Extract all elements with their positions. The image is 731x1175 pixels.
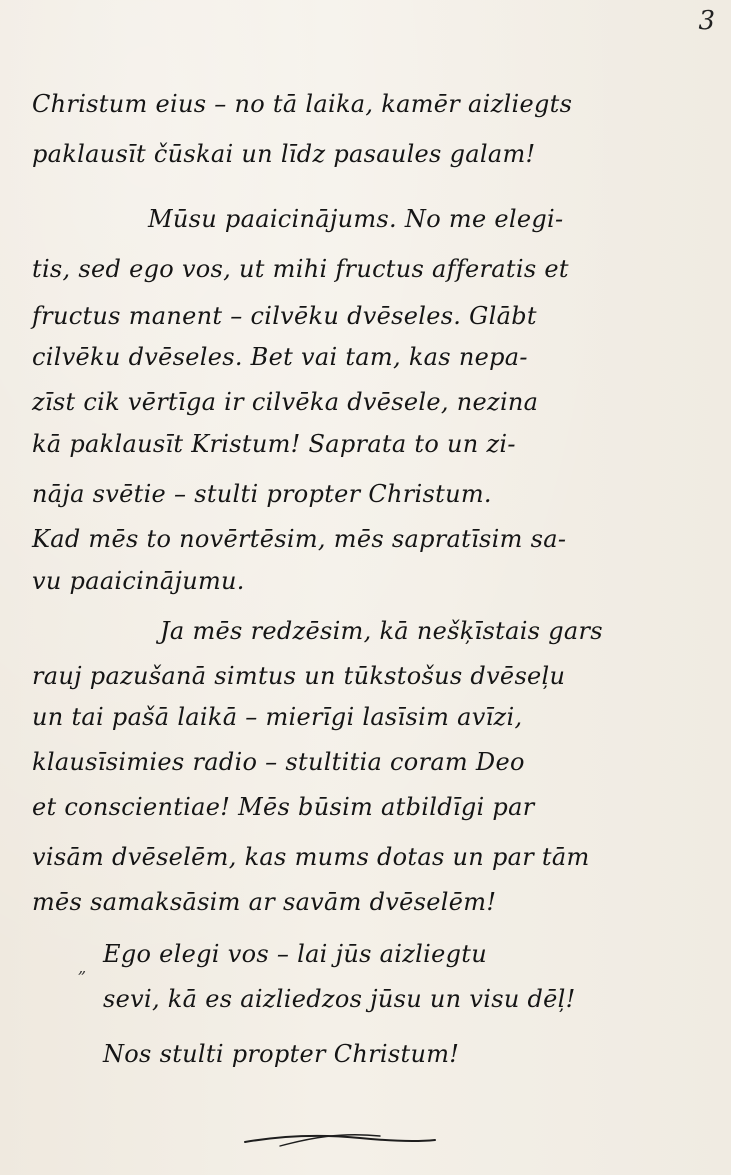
text-line-7: zīst cik vērtīga ir cilvēka dvēsele, nezina: [32, 388, 539, 416]
closing-flourish: [240, 1128, 440, 1158]
text-line-19: Ego elegi vos – lai jūs aizliegtu: [103, 940, 487, 968]
text-line-2: paklausīt čūskai un līdz pasaules galam!: [32, 140, 536, 168]
text-line-17: visām dvēselēm, kas mums dotas un par tām: [32, 843, 590, 871]
text-line-6: cilvēku dvēseles. Bet vai tam, kas nepa-: [32, 343, 528, 371]
text-line-21: Nos stulti propter Christum!: [103, 1040, 460, 1068]
text-line-20: sevi, kā es aizliedzos jūsu un visu dēļ!: [103, 985, 576, 1013]
page-number: 3: [698, 6, 715, 36]
text-line-5: fructus manent – cilvēku dvēseles. Glābt: [32, 302, 537, 330]
text-line-8: kā paklausīt Kristum! Saprata to un zi-: [32, 430, 516, 458]
text-line-13: rauj pazušanā simtus un tūkstošus dvēseļu: [32, 662, 566, 690]
text-line-9: nāja svētie – stulti propter Christum.: [32, 480, 492, 508]
text-line-11: vu paaicinājumu.: [32, 567, 245, 595]
text-line-3: Mūsu paaicinājums. No me elegi-: [148, 205, 564, 233]
text-line-18: mēs samaksāsim ar savām dvēselēm!: [32, 888, 497, 916]
bleed-through: [370, 40, 376, 62]
text-line-15: klausīsimies radio – stultitia coram Deo: [32, 748, 525, 776]
text-line-16: et conscientiae! Mēs būsim atbildīgi par: [32, 793, 535, 821]
text-line-1: Christum eius – no tā laika, kamēr aizliegts: [32, 90, 573, 118]
text-line-14: un tai pašā laikā – mierīgi lasīsim avīzi,: [32, 703, 523, 731]
text-line-4: tis, sed ego vos, ut mihi fructus afferatis et: [32, 255, 569, 283]
text-line-12: Ja mēs redzēsim, kā nešķīstais gars: [160, 617, 603, 645]
text-line-10: Kad mēs to novērtēsim, mēs sapratīsim sa-: [32, 525, 567, 553]
quote-mark: „: [78, 958, 87, 977]
